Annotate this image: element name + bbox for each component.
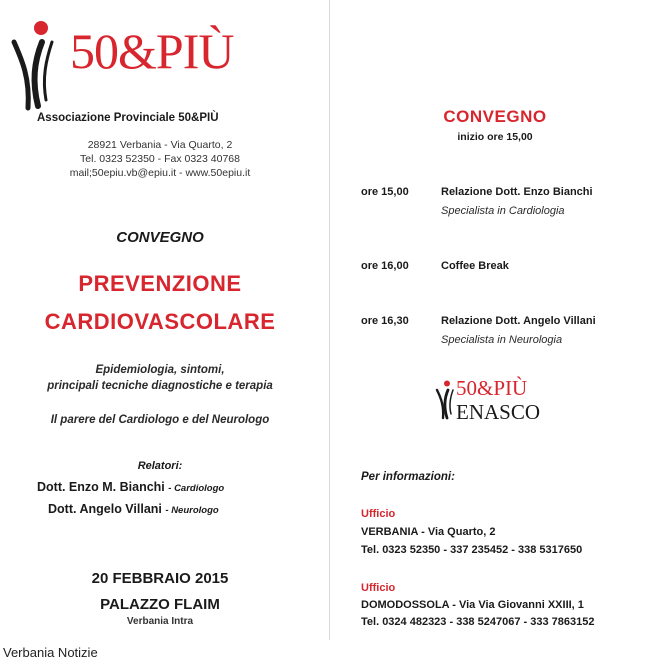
enasco-logo-figure-icon bbox=[434, 380, 456, 425]
enasco-logo-bottom: ENASCO bbox=[456, 400, 541, 424]
subtitle-line-2: principali tecniche diagnostiche e terapia bbox=[47, 380, 273, 392]
fold-divider bbox=[329, 0, 330, 640]
office-label: Ufficio bbox=[361, 582, 396, 594]
relatori-label: Relatori: bbox=[137, 460, 183, 472]
info-label: Per informazioni: bbox=[361, 471, 455, 483]
speaker-1 bbox=[37, 480, 224, 494]
speaker-name: Dott. Angelo Villani bbox=[48, 502, 162, 516]
program-heading: CONVEGNO bbox=[443, 107, 547, 126]
office-label: Ufficio bbox=[361, 508, 396, 520]
office-location: VERBANIA - Via Quarto, 2 bbox=[361, 526, 496, 538]
office-phones: Tel. 0324 482323 - 338 5247067 - 333 7863152 bbox=[361, 616, 595, 628]
event-city: Verbania Intra bbox=[126, 616, 194, 627]
phone-fax: Tel. 0323 52350 - Fax 0323 40768 bbox=[80, 153, 240, 165]
program-title: Coffee Break bbox=[441, 260, 509, 272]
mail-web: mail;50epiu.vb@epiu.it - www.50epiu.it bbox=[69, 167, 251, 179]
event-venue: PALAZZO FLAIM bbox=[100, 596, 220, 613]
logo-figure-icon bbox=[8, 20, 68, 117]
office-location: DOMODOSSOLA - Via Via Giovanni XXIII, 1 bbox=[361, 599, 584, 611]
program-start: inizio ore 15,00 bbox=[457, 131, 533, 143]
speaker-role: - Cardiologo bbox=[168, 483, 225, 494]
speaker-2 bbox=[48, 502, 219, 516]
title-line-1: PREVENZIONE bbox=[78, 271, 242, 296]
watermark: Verbania Notizie bbox=[3, 645, 98, 660]
subtitle-line-3: Il parere del Cardiologo e del Neurologo bbox=[50, 414, 270, 426]
event-date: 20 FEBBRAIO 2015 bbox=[91, 570, 229, 587]
speaker-role: - Neurologo bbox=[165, 505, 219, 516]
subtitle-line-1: Epidemiologia, sintomi, bbox=[95, 364, 225, 376]
program-detail: Specialista in Neurologia bbox=[441, 334, 563, 346]
logo-text: 50&PIÙ bbox=[70, 23, 234, 79]
title-line-2: CARDIOVASCOLARE bbox=[44, 309, 276, 334]
enasco-logo-top: 50&PIÙ bbox=[456, 376, 528, 400]
program-detail: Specialista in Cardiologia bbox=[441, 205, 565, 217]
program-time: ore 15,00 bbox=[361, 186, 409, 198]
program-time: ore 16,30 bbox=[361, 315, 409, 327]
address: 28921 Verbania - Via Quarto, 2 bbox=[87, 139, 233, 151]
convegno-heading: CONVEGNO bbox=[116, 229, 204, 246]
program-title: Relazione Dott. Enzo Bianchi bbox=[441, 186, 593, 198]
program-title: Relazione Dott. Angelo Villani bbox=[441, 315, 596, 327]
association-name: Associazione Provinciale 50&PIÙ bbox=[37, 112, 219, 124]
office-phones: Tel. 0323 52350 - 337 235452 - 338 5317650 bbox=[361, 544, 583, 556]
speaker-name: Dott. Enzo M. Bianchi bbox=[37, 480, 165, 494]
program-time: ore 16,00 bbox=[361, 260, 409, 272]
